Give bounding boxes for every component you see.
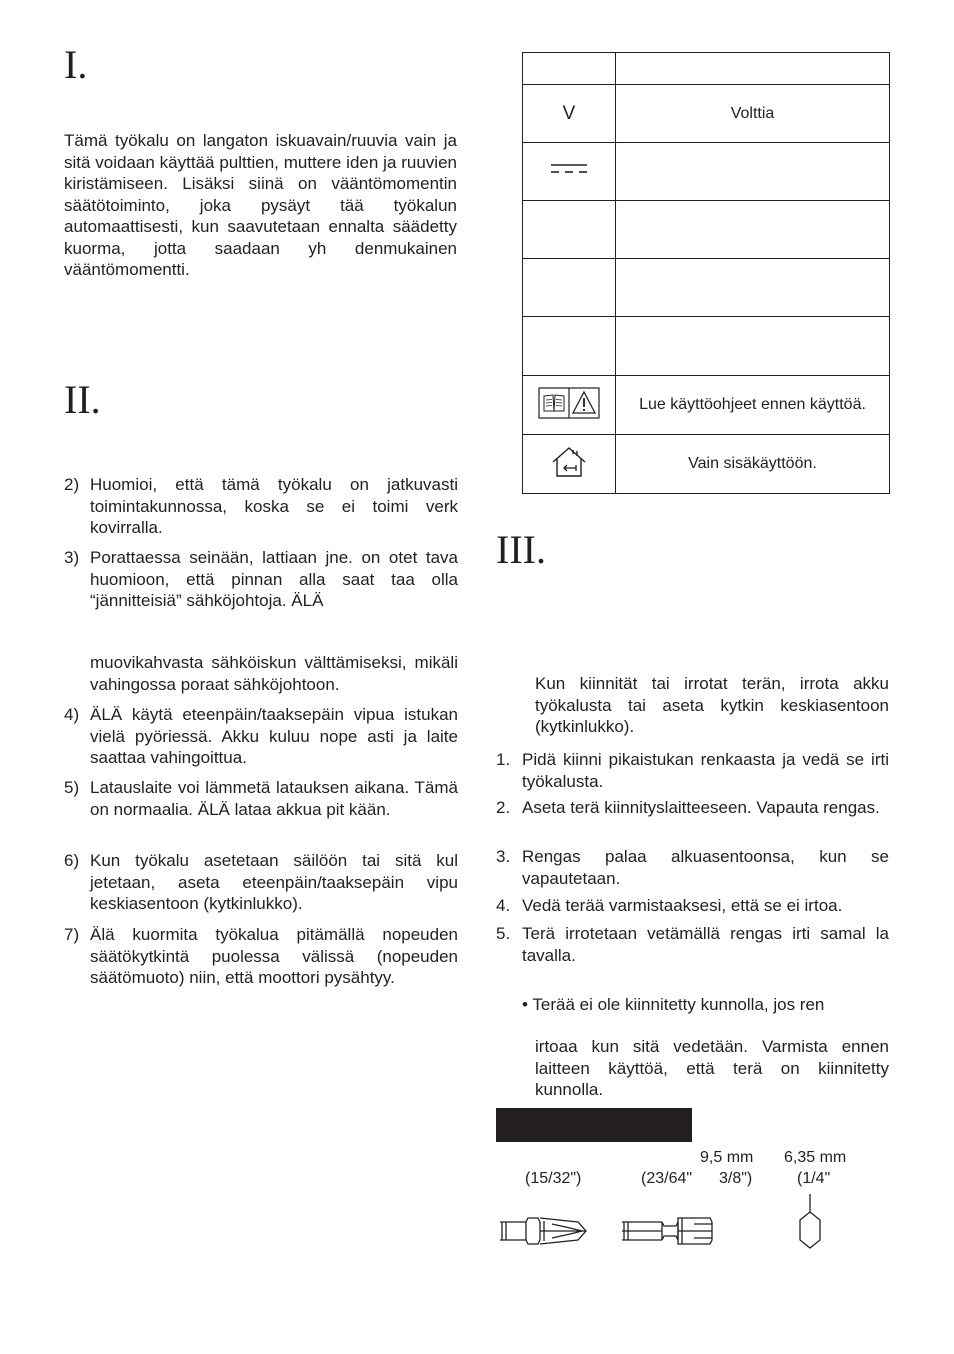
bit3-inch-label: 3/8") [719,1170,753,1187]
list-item-text: Porattaessa seinään, lattiaan jne. on otet tava huomioon, että pinnan alla saat taa olla “jännitteisiä” sähköjohtoja. ÄLÄ [90,548,458,610]
indoor-icon [549,445,589,479]
table-row [523,259,890,317]
list-item-number: 4) [64,705,80,724]
section-1-numeral: I. [64,42,88,87]
hex-shank-end-icon [796,1192,824,1252]
symbol-cell [523,201,616,259]
list-item-text: Pidä kiinni pikaistukan renkaasta ja vedä se irti työkalusta. [522,750,889,791]
list-item-text: Aseta terä kiinnityslaitteeseen. Vapauta rengas. [522,798,880,817]
table-row [523,143,890,201]
meaning-cell [616,201,890,259]
list-item-number: 5) [64,778,80,797]
symbol-cell [523,259,616,317]
table-row [523,201,890,259]
bit4-inch-label: (1/4" [797,1170,831,1187]
table-row [523,85,890,143]
meaning-cell [616,259,890,317]
list-item-number: 2. [496,798,511,817]
meaning-cell: Lue käyttöohjeet ennen käyttöä. [616,376,890,435]
symbol-cell [523,143,616,201]
table-row [523,317,890,376]
bit4-mm-label: 6,35 mm [784,1149,847,1166]
list-item-text: Huomioi, että tämä työkalu on jatkuvasti toimintakunnossa, koska se ei toimi verk kovirralla. [90,475,458,537]
bit3-mm-label: 9,5 mm [700,1149,754,1166]
list-item-text: Älä kuormita työkalua pitämällä nopeuden säätökytkintä puolessa välissä (nopeuden säätömuoto) niin, että moottori pysähtyy. [90,925,458,987]
symbol-cell [523,317,616,376]
list-item-text: Latauslaite voi lämmetä latauksen aikana. Tämä on normaalia. ÄLÄ lataa akkua pit kään. [90,778,458,819]
intro-paragraph: Tämä työkalu on langaton iskuavain/ruuvia vain ja sitä voidaan käyttää pulttien, muttere iden ja ruuvien kiristämiseen. Lisäksi siinä on vääntömomentin säätötoiminto, joka pysäyt tää työkalun automaattisesti, kun saavutetaan ennalta säädetty kuorma, jotta saadaan yh denmukainen vääntömomentti. [64,131,457,279]
meaning-cell: Volttia [616,85,890,143]
meaning-cell [616,53,890,85]
table-row [523,53,890,85]
list-item-text: muovikahvasta sähköiskun välttämiseksi, mikäli vahingossa poraat sähköjohtoon. [90,653,458,694]
caution-paragraph: Kun kiinnität tai irrotat terän, irrota akku työkalusta tai aseta kytkin keskiasentoon (kytkinlukko). [535,674,889,736]
list-item-number: 3. [496,847,511,866]
section-2-numeral: II. [64,377,101,422]
symbol-cell [523,53,616,85]
bit2-inch-label: (23/64" [641,1170,693,1187]
manual-warning-icon [538,387,600,419]
meaning-cell: Vain sisäkäyttöön. [616,435,890,494]
bit-heading-bar [496,1108,692,1142]
list-item-number: 2) [64,475,80,494]
list-item-number: 5. [496,924,511,943]
list-item-text: Terä irrotetaan vetämällä rengas irti samal la tavalla. [522,924,889,965]
dc-icon [549,161,589,177]
symbol-cell [523,376,616,435]
section-3-numeral: III. [496,527,546,572]
list-item-text: Vedä terää varmistaaksesi, että se ei irtoa. [522,896,843,915]
note-bullet: • Terää ei ole kiinnitetty kunnolla, jos ren [522,995,825,1014]
symbol-cell [523,435,616,494]
symbol-cell: V [523,85,616,143]
note-continuation: irtoaa kun sitä vedetään. Varmista ennen laitteen käyttöä, että terä on kiinnitetty kunnolla. [535,1037,889,1099]
list-item-text: Kun työkalu asetetaan säilöön tai sitä kul jetetaan, aseta eteenpäin/taaksepäin vipu keskiasentoon (kytkinlukko). [90,851,458,913]
list-item-number: 3) [64,548,80,567]
symbol-table [522,52,890,494]
phillips-bit-icon [498,1210,590,1252]
hex-bit-icon [620,1210,716,1252]
list-item-number: 6) [64,851,80,870]
list-item-text: ÄLÄ käytä eteenpäin/taaksepäin vipua istukan vielä pyöriessä. Akku kuluu nope asti ja laite saattaa vahingoittua. [90,705,458,767]
meaning-cell [616,143,890,201]
list-item-number: 7) [64,925,80,944]
list-item-text: Rengas palaa alkuasentoonsa, kun se vapautetaan. [522,847,889,888]
list-item-number: 4. [496,896,511,915]
table-row [523,376,890,435]
meaning-cell [616,317,890,376]
list-item-number: 1. [496,750,511,769]
table-row [523,435,890,494]
bit1-inch-label: (15/32") [525,1170,582,1187]
